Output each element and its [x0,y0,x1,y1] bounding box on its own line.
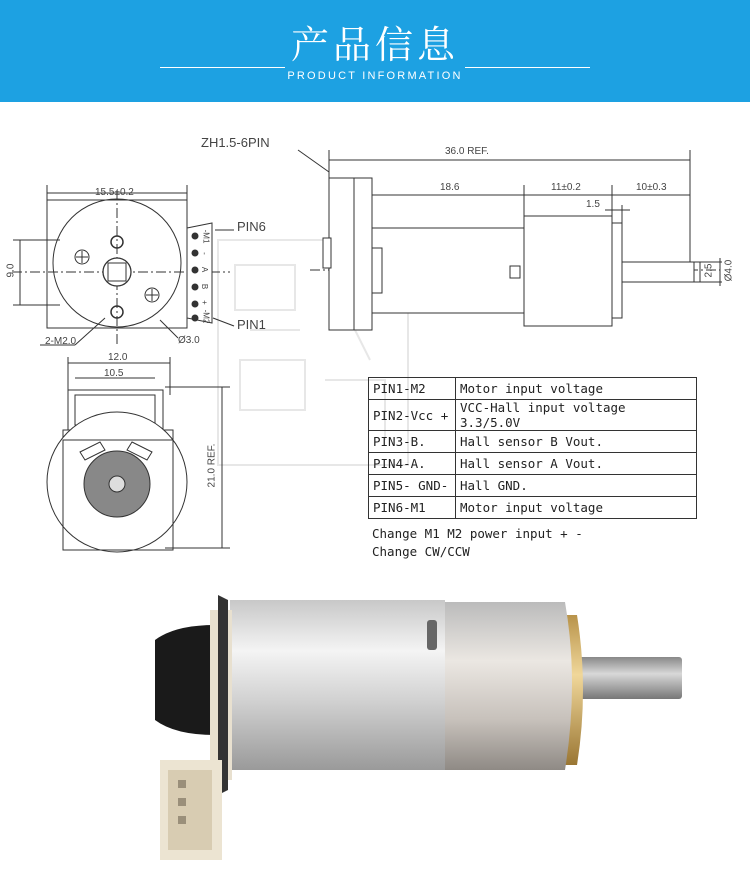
page-subtitle: PRODUCT INFORMATION [287,70,463,82]
gear-motor-photo-icon [155,595,682,860]
header-banner [0,0,750,102]
pin-mark-6: -M2 [201,309,211,324]
divider-left [160,67,285,68]
note-line-2: Change CW/CCW [372,544,470,559]
table-row [369,378,697,400]
dim-body: 18.6 [440,182,460,193]
pin-mark-4: B [200,283,210,290]
pin-cell: PIN5- GND- [369,475,456,497]
desc-cell: Motor input voltage [456,378,697,400]
dim-shaft: 10±0.3 [636,182,667,193]
table-row [369,400,697,431]
dim-shaft-flat: 2.5 [703,263,715,278]
dim-height: 9.0 [5,263,17,278]
pin-mark-1: -M1 [201,229,211,244]
desc-cell: Hall sensor B Vout. [456,431,697,453]
dim-overall: 36.0 REF. [445,146,489,157]
connector-label: ZH1.5-6PIN [201,135,270,150]
pin-table [368,377,697,519]
note-line-1: Change M1 M2 power input + - [372,526,583,541]
pin-mark-2: - [199,252,209,255]
divider-right [465,67,590,68]
table-row [369,453,697,475]
table-row [369,475,697,497]
table-row [369,431,697,453]
dim-board-w: 12.0 [108,352,128,363]
pin-cell: PIN1-M2 [369,378,456,400]
desc-cell: Hall sensor A Vout. [456,453,697,475]
desc-cell: Motor input voltage [456,497,697,519]
pin-cell: PIN6-M1 [369,497,456,519]
page-title: 产品信息 [290,23,459,67]
dim-width: 15.5±0.2 [95,187,134,198]
pin-cell: PIN4-A. [369,453,456,475]
pin-mark-5: + [199,300,209,305]
desc-cell: Hall GND. [456,475,697,497]
pin-cell: PIN3-B. [369,431,456,453]
side-view [298,150,722,330]
dim-holes: 2-M2.0 [45,336,77,347]
dim-gearbox: 11±0.2 [551,182,581,193]
dim-shaft-dia: Ø4.0 [723,259,735,282]
pin-mark-3: A [200,266,210,273]
pin1-label: PIN1 [237,317,266,332]
dim-board-inner: 10.5 [104,368,124,379]
pin-cell: PIN2-Vcc + [369,400,456,431]
dim-step: 1.5 [586,199,600,210]
dim-hole-dia: Ø3.0 [178,335,200,346]
table-row [369,497,697,519]
desc-cell: VCC-Hall input voltage 3.3/5.0V [456,400,697,431]
pin6-label: PIN6 [237,219,266,234]
dim-board-h: 21.0 REF. [206,443,218,488]
bottom-view [47,357,230,552]
